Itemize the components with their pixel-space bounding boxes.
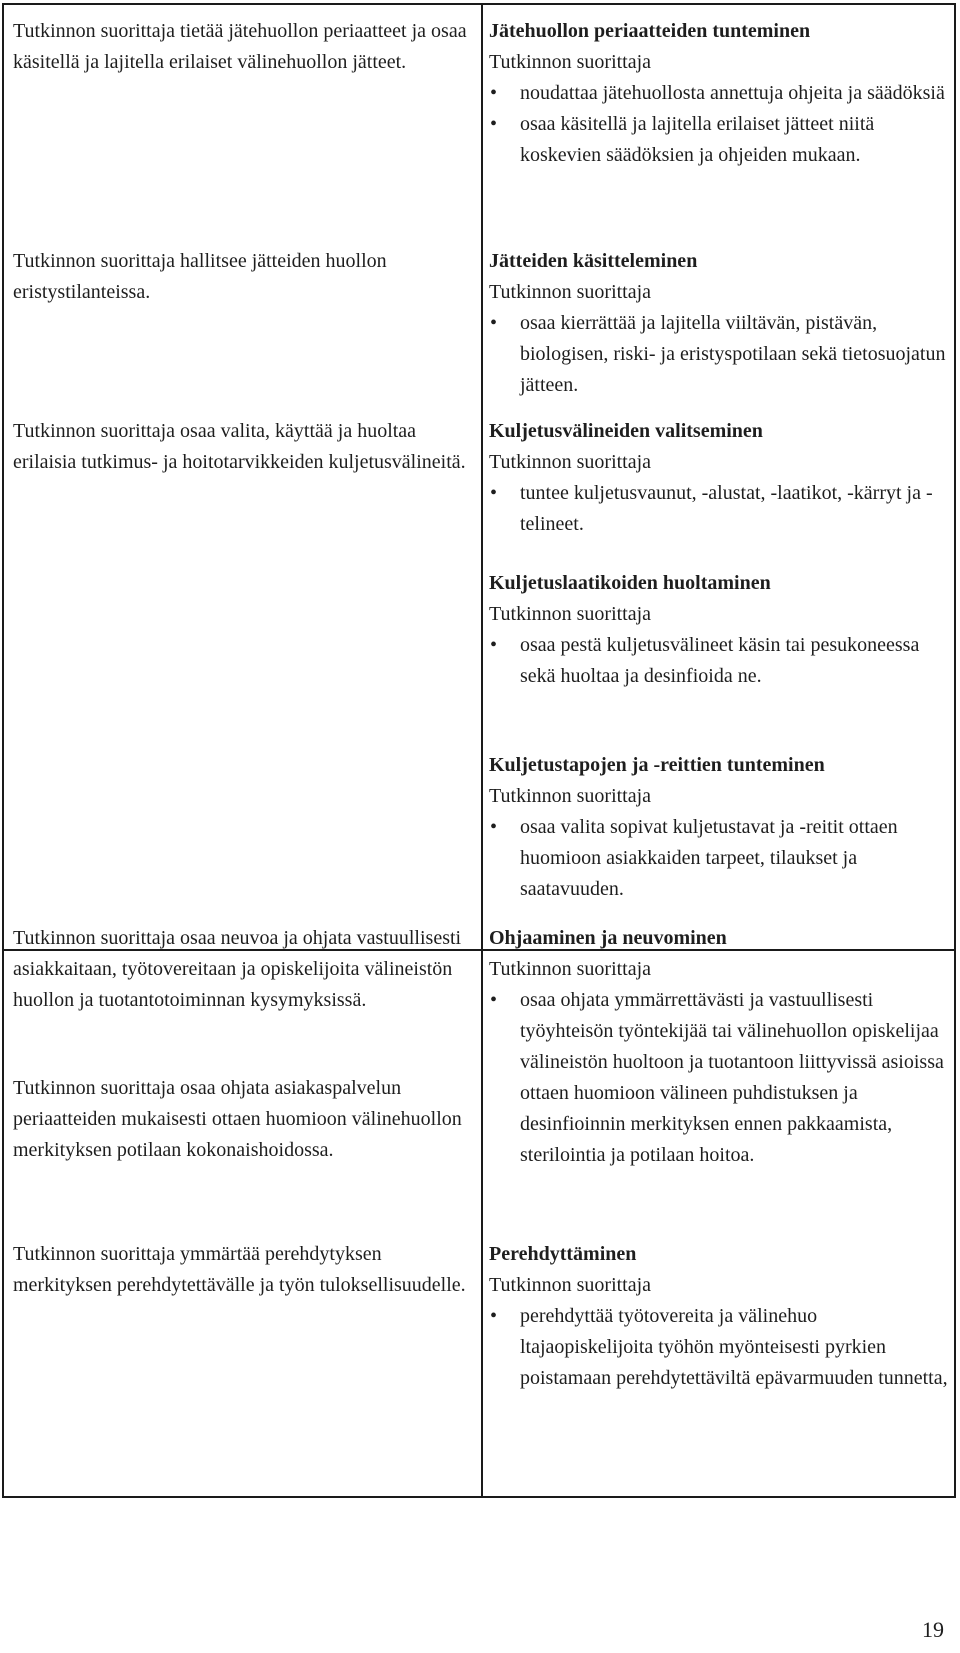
block-heading: Kuljetusvälineiden valitseminen	[489, 420, 763, 442]
page-number: 19	[922, 1617, 944, 1642]
bullet-list	[489, 985, 949, 1171]
block-orientation	[489, 1239, 949, 1394]
criterion-waste-principles: Tutkinnon suorittaja tietää jätehuollon periaatteet ja osaa käsitellä ja lajitella erilaiset välinehuollon jätteet.	[13, 20, 467, 73]
block-transport-routes	[489, 750, 949, 905]
block-heading: Perehdyttäminen	[489, 1243, 637, 1265]
bullet-item: • osaa kierrättää ja lajitella viiltävän, pistävän, biologisen, riski- ja eristyspotilaan sekä tietosuojatun jätteen.	[489, 308, 949, 401]
criterion-guidance: Tutkinnon suorittaja osaa neuvoa ja ohjata vastuullisesti asiakkaitaan, työtovereitaan ja opiskelijoita välineistön huollon ja tuotantotoiminnan kysymyksissä.	[13, 927, 462, 1011]
block-heading: Ohjaaminen ja neuvominen	[489, 927, 727, 949]
block-subject: Tutkinnon suorittaja	[489, 958, 652, 980]
bullet-list	[489, 78, 949, 171]
block-heading: Kuljetuslaatikoiden huoltaminen	[489, 572, 771, 594]
block-subject: Tutkinnon suorittaja	[489, 785, 652, 807]
bullet-list	[489, 478, 949, 540]
block-subject: Tutkinnon suorittaja	[489, 603, 652, 625]
bullet-item: • osaa ohjata ymmärrettävästi ja vastuullisesti työyhteisön työntekijää tai välinehuollon opiskelijaa välineistön huoltoon ja tuotantoon liittyvissä asioissa ottaen huomioon välineen puhdistuksen ja desinfioinnin merkityksen ennen pakkaamista, sterilointia ja potilaan hoitoa.	[489, 985, 949, 1171]
bullet-list	[489, 812, 949, 905]
block-subject: Tutkinnon suorittaja	[489, 51, 652, 73]
bullet-list	[489, 1301, 949, 1394]
block-waste-handling	[489, 246, 949, 401]
block-subject: Tutkinnon suorittaja	[489, 281, 652, 303]
bullet-item: • tuntee kuljetusvaunut, -alustat, -laatikot, -kärryt ja -telineet.	[489, 478, 949, 540]
bullet-item: • perehdyttää työtovereita ja välinehuo ltajaopiskelijoita työhön myönteisesti pyrkien poistamaan perehdytettäviltä epävarmuuden tunnetta,	[489, 1301, 949, 1394]
bullet-list	[489, 630, 949, 692]
column-divider	[481, 5, 483, 1496]
block-box-maintenance	[489, 568, 949, 692]
block-subject: Tutkinnon suorittaja	[489, 451, 652, 473]
bullet-list	[489, 308, 949, 401]
block-waste-principles	[489, 16, 949, 171]
criterion-transport-equipment: Tutkinnon suorittaja osaa valita, käyttää ja huoltaa erilaisia tutkimus- ja hoitotarvikkeiden kuljetusvälineitä.	[13, 420, 466, 473]
bullet-item: • osaa valita sopivat kuljetustavat ja -reitit ottaen huomioon asiakkaiden tarpeet, tilaukset ja saatavuuden.	[489, 812, 949, 905]
bullet-item: • noudattaa jätehuollosta annettuja ohjeita ja säädöksiä	[489, 78, 949, 109]
block-heading: Jätteiden käsitteleminen	[489, 250, 698, 272]
criterion-orientation: Tutkinnon suorittaja ymmärtää perehdytyksen merkityksen perehdytettävälle ja työn tuloksellisuudelle.	[13, 1243, 466, 1296]
block-heading: Kuljetustapojen ja -reittien tunteminen	[489, 754, 825, 776]
criterion-waste-isolation: Tutkinnon suorittaja hallitsee jätteiden huollon eristystilanteissa.	[13, 250, 387, 303]
block-transport-selection	[489, 416, 949, 540]
block-heading: Jätehuollon periaatteiden tunteminen	[489, 20, 811, 42]
bullet-item: • osaa pestä kuljetusvälineet käsin tai pesukoneessa sekä huoltaa ja desinfioida ne.	[489, 630, 949, 692]
block-subject: Tutkinnon suorittaja	[489, 1274, 652, 1296]
bullet-item: • osaa käsitellä ja lajitella erilaiset jätteet niitä koskevien säädöksien ja ohjeiden mukaan.	[489, 109, 949, 171]
block-guidance	[489, 923, 949, 1171]
criteria-table	[2, 3, 956, 1498]
criterion-customer-service: Tutkinnon suorittaja osaa ohjata asiakaspalvelun periaatteiden mukaisesti ottaen huomioon välinehuollon merkityksen potilaan kokonaishoidossa.	[13, 1077, 462, 1161]
